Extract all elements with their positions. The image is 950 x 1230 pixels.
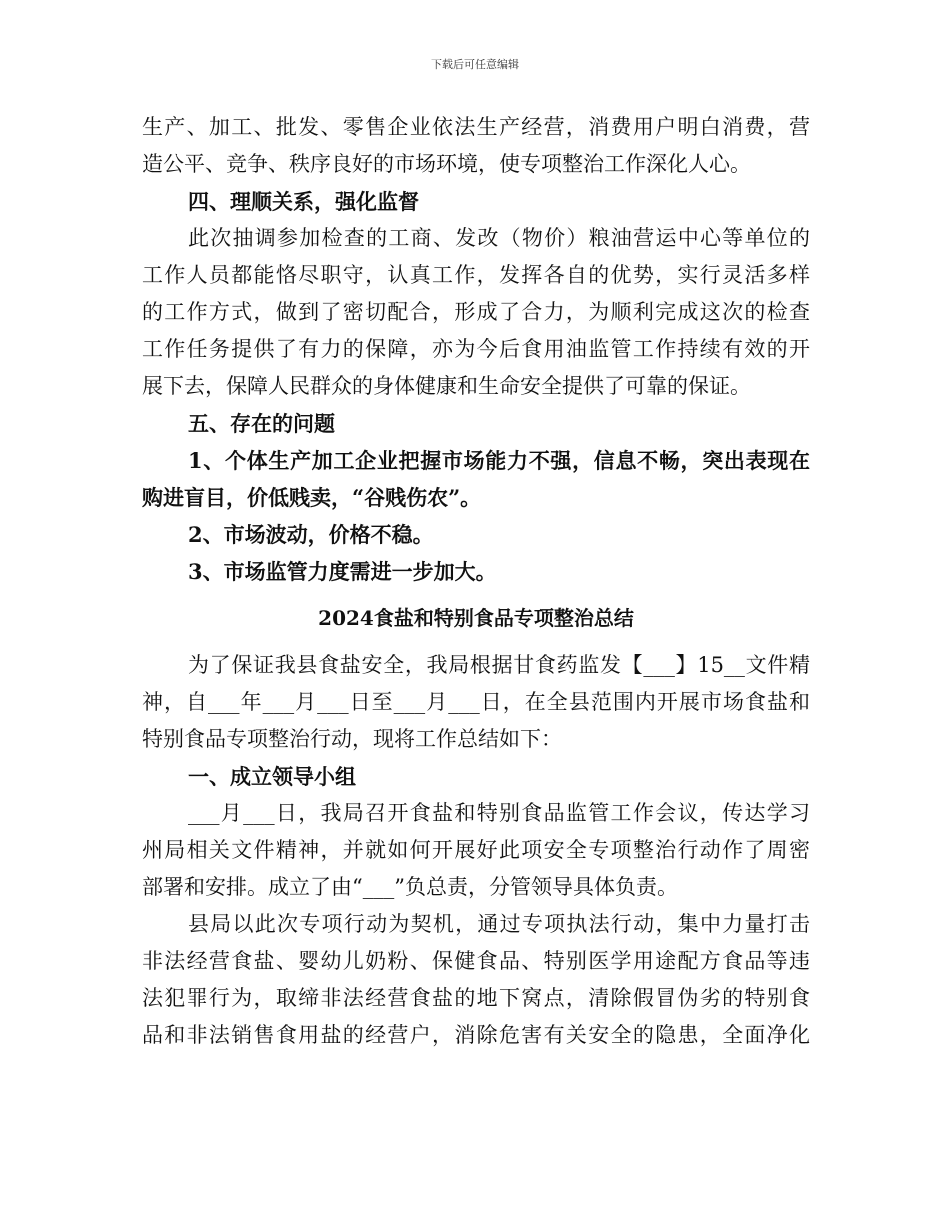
problem-item: 1、个体生产加工企业把握市场能力不强，信息不畅，突出表现在 [188,448,810,473]
problem-item: 3、市场监管力度需进一步加大。 [188,559,497,584]
body-line: 此次抽调参加检查的工商、发改（物价）粮油营运中心等单位的 [188,226,810,250]
problem-item: 购进盲目，价低贱卖，“谷贱伤农”。 [142,485,482,510]
body-line: 工作任务提供了有力的保障，亦为今后食用油监管工作持续有效的开 [142,337,810,361]
body-line: 生产、加工、批发、零售企业依法生产经营，消费用户明白消费，营 [142,115,810,139]
body-line: 展下去，保障人民群众的身体健康和生命安全提供了可靠的保证。 [142,374,751,398]
body-line: 法犯罪行为，取缔非法经营食盐的地下窝点，清除假冒伪劣的特别食 [142,986,810,1010]
body-line: 州局相关文件精神，并就如何开展好此项安全专项整治行动作了周密 [142,838,810,862]
body-line: 的工作方式，做到了密切配合，形成了合力，为顺利完成这次的检查 [142,300,810,324]
body-line: ___月___日，我局召开食盐和特别食品监管工作会议，传达学习 [188,801,810,825]
section-heading: 五、存在的问题 [188,411,335,436]
body-line: 为了保证我县食盐安全，我局根据甘食药监发【___】15__文件精 [188,653,810,677]
section-heading: 一、成立领导小组 [188,764,356,789]
body-line: 县局以此次专项行动为契机，通过专项执法行动，集中力量打击 [188,912,810,936]
problem-item: 2、市场波动，价格不稳。 [188,522,434,547]
body-line: 造公平、竞争、秩序良好的市场环境，使专项整治工作深化人心。 [142,152,751,176]
body-line: 特别食品专项整治行动，现将工作总结如下： [142,727,562,751]
body-line: 非法经营食盐、婴幼儿奶粉、保健食品、特别医学用途配方食品等违 [142,949,810,973]
body-line: 部署和安排。成立了由“___”负总责，分管领导具体负责。 [142,875,678,899]
body-line: 工作人员都能恪尽职守，认真工作，发挥各自的优势，实行灵活多样 [142,263,810,287]
section-title: 2024食盐和特别食品专项整治总结 [318,606,634,630]
body-line: 品和非法销售食用盐的经营户，消除危害有关安全的隐患，全面净化 [142,1023,810,1047]
document-body [142,109,810,1054]
section-heading: 四、理顺关系，强化监督 [188,189,419,214]
page-header: 下载后可任意编辑 [431,58,519,71]
body-line: 神，自___年___月___日至___月___日，在全县范围内开展市场食盐和 [142,690,810,714]
